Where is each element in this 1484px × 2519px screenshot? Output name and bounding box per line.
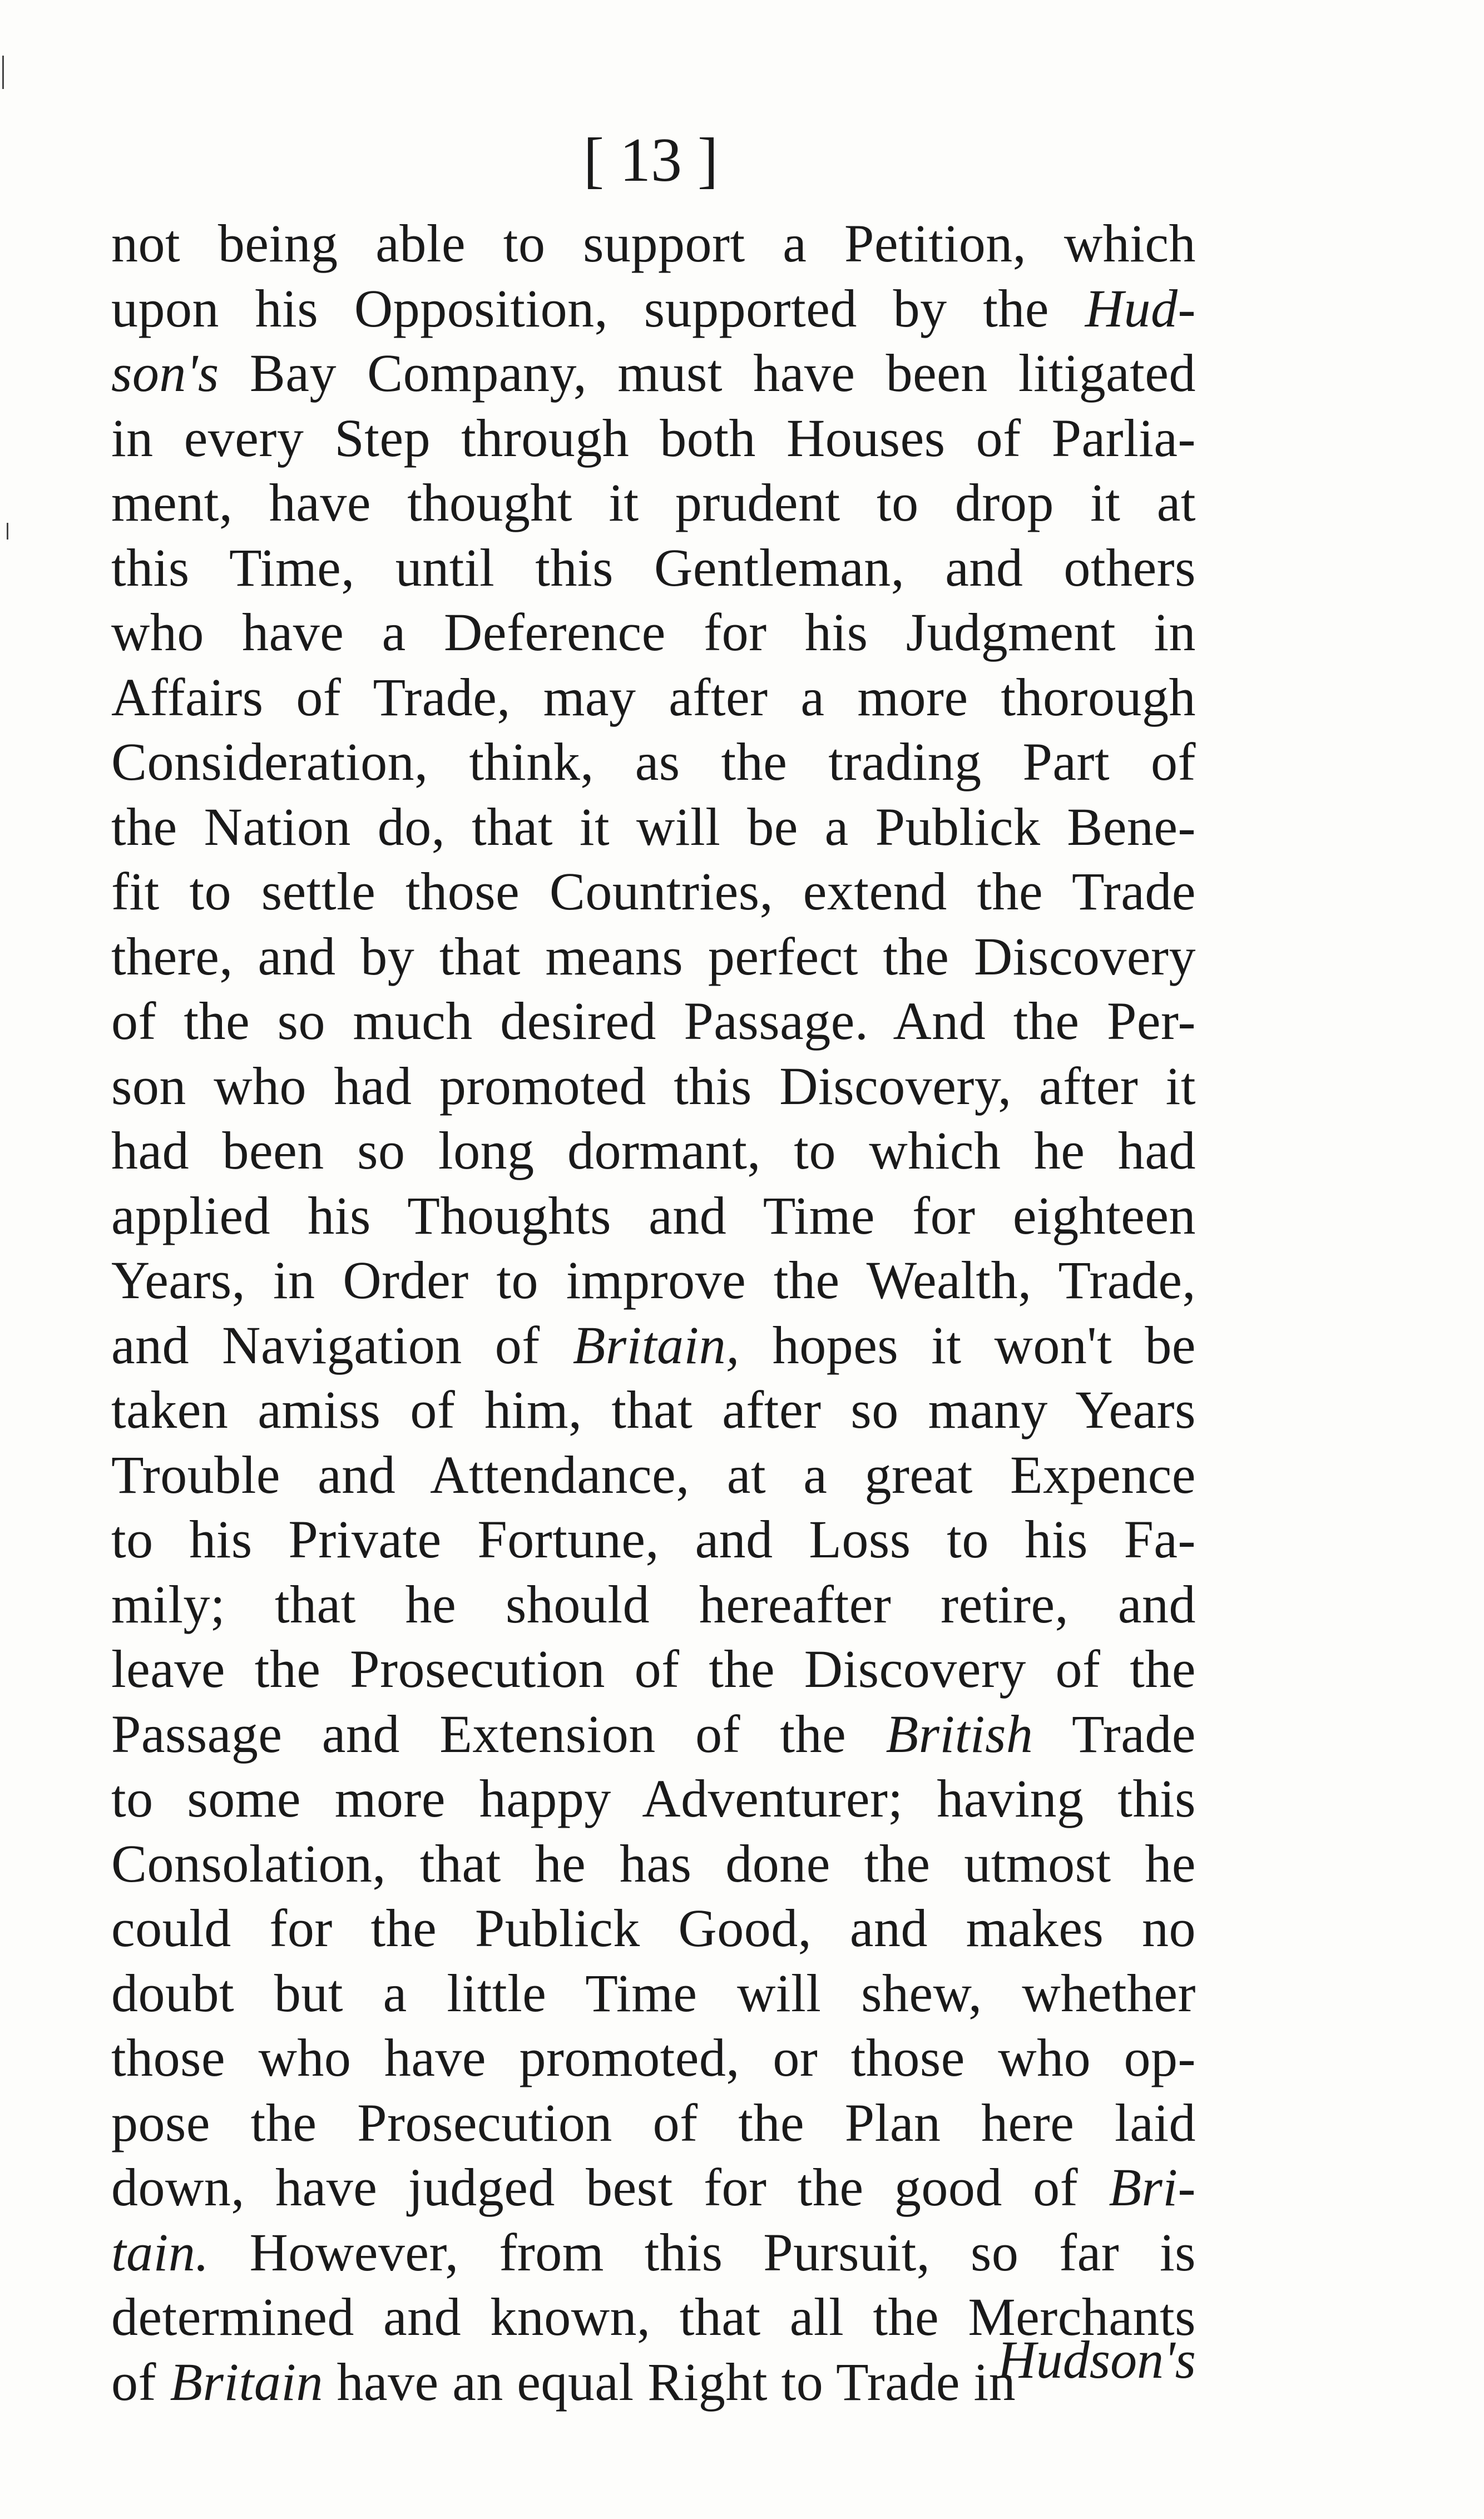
text-line xyxy=(111,2026,1196,2091)
italic-text: Britain xyxy=(170,2352,323,2412)
text-line xyxy=(111,2220,1196,2285)
text-run: doubt but a little Time will shew, whether xyxy=(111,1963,1196,2023)
text-line xyxy=(111,536,1196,601)
italic-text: tain. xyxy=(111,2222,209,2282)
text-line xyxy=(111,730,1196,795)
margin-mark xyxy=(7,523,8,540)
text-line xyxy=(111,2155,1196,2220)
text-run: taken amiss of him, that after so many Years xyxy=(111,1380,1196,1439)
text-line xyxy=(111,471,1196,536)
text-run: not being able to support a Petition, which xyxy=(111,214,1196,273)
margin-mark xyxy=(2,56,4,89)
text-run: the Nation do, that it will be a Publick Bene- xyxy=(111,796,1196,857)
text-run: and Navigation of xyxy=(111,1315,573,1375)
text-run: ment, have thought it prudent to drop it at xyxy=(111,473,1196,532)
text-run: had been so long dormant, to which he had xyxy=(111,1121,1196,1180)
text-run: could for the Publick Good, and makes no xyxy=(111,1898,1196,1958)
catchword: Hudson's xyxy=(997,2330,1196,2389)
text-run: those who have promoted, or those who op- xyxy=(111,2028,1196,2087)
text-line xyxy=(111,1572,1196,1637)
text-line xyxy=(111,1832,1196,1897)
text-run: Consolation, that he has done the utmost he xyxy=(111,1833,1196,1893)
text-run: applied his Thoughts and Time for eighteen xyxy=(111,1185,1196,1245)
text-run: fit to settle those Countries, extend the Trade xyxy=(111,862,1196,921)
text-run: pose the Prosecution of the Plan here laid xyxy=(111,2092,1196,2152)
text-line xyxy=(111,1313,1196,1378)
text-run: of xyxy=(111,2352,170,2412)
text-run: in every Step through both Houses of Parlia- xyxy=(111,408,1196,468)
body-text xyxy=(111,211,1196,2414)
text-line xyxy=(111,1184,1196,1249)
text-run: Affairs of Trade, may after a more thorough xyxy=(111,667,1196,727)
text-line xyxy=(111,1702,1196,1767)
text-line xyxy=(111,1507,1196,1572)
text-line xyxy=(111,989,1196,1054)
text-run: of the so much desired Passage. And the Per- xyxy=(111,991,1196,1051)
text-run: Trouble and Attendance, at a great Expence xyxy=(111,1444,1196,1505)
text-run: who have a Deference for his Judgment in xyxy=(111,602,1196,662)
text-line xyxy=(111,1378,1196,1443)
text-line xyxy=(111,1961,1196,2026)
text-line xyxy=(111,1443,1196,1508)
text-run: Years, in Order to improve the Wealth, Trade, xyxy=(111,1250,1196,1310)
text-line xyxy=(111,1248,1196,1313)
text-line xyxy=(111,795,1196,860)
text-run: there, and by that means perfect the Discovery xyxy=(111,926,1196,986)
text-run: determined and known, that all the Merchants xyxy=(111,2287,1196,2347)
text-line xyxy=(111,341,1196,406)
text-run: Passage and Extension of the xyxy=(111,1704,886,1764)
text-run: Bay Company, must have been litigated xyxy=(219,343,1196,403)
page-number: [ 13 ] xyxy=(583,126,719,195)
text-run: hopes it won't be xyxy=(739,1315,1196,1375)
text-line xyxy=(111,1896,1196,1961)
text-line xyxy=(111,665,1196,730)
text-run: Trade xyxy=(1033,1704,1196,1764)
text-line xyxy=(111,1637,1196,1702)
text-line xyxy=(111,924,1196,989)
text-line xyxy=(111,1054,1196,1119)
text-run: leave the Prosecution of the Discovery of the xyxy=(111,1639,1196,1699)
italic-text: British xyxy=(886,1704,1033,1764)
text-line xyxy=(111,1119,1196,1184)
text-line xyxy=(111,211,1196,276)
text-line xyxy=(111,1766,1196,1832)
text-line xyxy=(111,859,1196,924)
text-line xyxy=(111,2091,1196,2156)
italic-text: Britain, xyxy=(572,1315,740,1375)
text-run: to some more happy Adventurer; having this xyxy=(111,1769,1196,1828)
italic-text: son's xyxy=(111,343,219,403)
text-line xyxy=(111,276,1196,342)
text-run: have an equal Right to Trade in xyxy=(323,2352,1016,2412)
italic-text: Hud- xyxy=(1085,278,1196,338)
text-run: mily; that he should hereafter retire, and xyxy=(111,1574,1196,1634)
italic-text: Bri- xyxy=(1109,2157,1196,2217)
text-run: this Time, until this Gentleman, and others xyxy=(111,537,1196,597)
text-line xyxy=(111,406,1196,471)
text-run: son who had promoted this Discovery, after it xyxy=(111,1056,1196,1116)
text-run: down, have judged best for the good of xyxy=(111,2157,1109,2217)
text-run: upon his Opposition, supported by the xyxy=(111,278,1085,338)
text-line xyxy=(111,600,1196,665)
text-run: However, from this Pursuit, so far is xyxy=(209,2222,1196,2282)
text-run: to his Private Fortune, and Loss to his Fa- xyxy=(111,1510,1196,1569)
text-run: Consideration, think, as the trading Part of xyxy=(111,732,1196,791)
